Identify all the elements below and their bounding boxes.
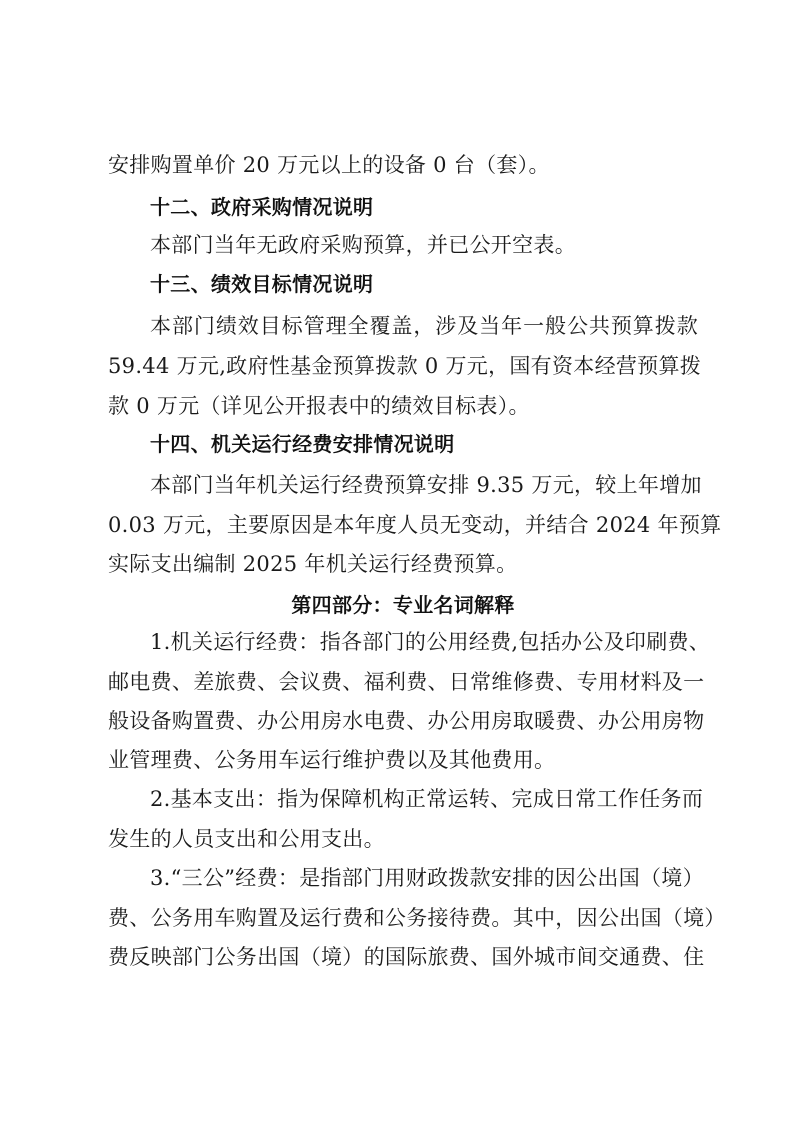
paragraph-line: 2.基本支出：指为保障机构正常运转、完成日常工作任务而: [150, 787, 704, 811]
paragraph-line: 发生的人员支出和公用支出。: [108, 827, 385, 851]
paragraph-line: 实际支出编制 2025 年机关运行经费预算。: [108, 552, 518, 576]
section-heading-14: 十四、机关运行经费安排情况说明: [150, 432, 455, 456]
paragraph-line: 本部门绩效目标管理全覆盖，涉及当年一般公共预算拨款: [150, 314, 698, 338]
section-heading-13: 十三、绩效目标情况说明: [150, 272, 374, 296]
section-heading-12: 十二、政府采购情况说明: [150, 195, 374, 219]
paragraph-line: 本部门当年无政府采购预算，并已公开空表。: [150, 233, 576, 257]
part-four-heading: 第四部分：专业名词解释: [291, 593, 515, 617]
paragraph-line: 59.44 万元,政府性基金预算拨款 0 万元，国有资本经营预算拨: [108, 354, 702, 378]
paragraph-line: 费、公务用车购置及运行费和公务接待费。其中，因公出国（境）: [108, 906, 726, 930]
paragraph-line: 0.03 万元，主要原因是本年度人员无变动，并结合 2024 年预算: [108, 513, 722, 537]
paragraph-line: 业管理费、公务用车运行维护费以及其他费用。: [108, 748, 556, 772]
paragraph-line: 本部门当年机关运行经费预算安排 9.35 万元，较上年增加: [150, 473, 702, 497]
paragraph-line: 般设备购置费、办公用房水电费、办公用房取暖费、办公用房物: [108, 709, 705, 733]
paragraph-line: 1.机关运行经费：指各部门的公用经费,包括办公及印刷费、: [150, 630, 711, 654]
paragraph-line: 邮电费、差旅费、会议费、福利费、日常维修费、专用材料及一: [108, 670, 705, 694]
paragraph-line: 安排购置单价 20 万元以上的设备 0 台（套）。: [108, 153, 550, 177]
paragraph-line: 3.“三公”经费：是指部门用财政拨款安排的因公出国（境）: [150, 866, 704, 890]
paragraph-line: 款 0 万元（详见公开报表中的绩效目标表）。: [108, 394, 530, 418]
paragraph-line: 费反映部门公务出国（境）的国际旅费、国外城市间交通费、住: [108, 945, 705, 969]
